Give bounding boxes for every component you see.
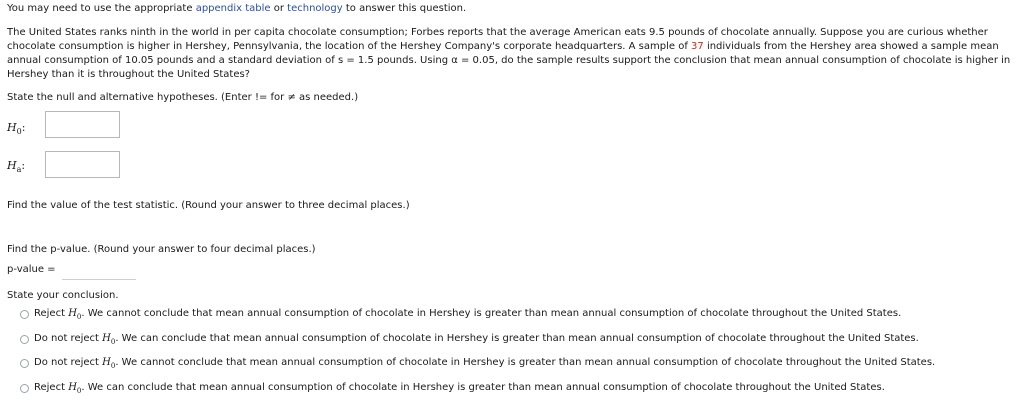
- ha-label: $H_a$:: [7, 159, 26, 175]
- conclusion-radio-2[interactable]: [20, 335, 29, 344]
- intro-text: You may need to use the appropriate appendix table or technology to answer this question.: [7, 3, 467, 14]
- h0-answer-box[interactable]: [45, 111, 120, 138]
- conclusion-option-4[interactable]: Reject $H_0$. We can conclude that mean annual consumption of chocolate in Hershey is greater than mean annual consumption of chocolate throughout the United States.: [34, 382, 885, 395]
- problem-statement: The United States ranks ninth in the world in per capita chocolate consumption; Forbes reports that the average American eats 9.5 pounds of chocolate annually. Suppose you are curious whether chocolate consumption is higher in Hershey, Pennsylvania, the location of the Hershey Company's corporate headquarters. A sample of 37 individuals from the Hershey area showed a sample mean annual consumption of 10.05 pounds and a standard deviation of s = 1.5 pounds. Using α = 0.05, do the sample results support the conclusion that mean annual consumption of chocolate is higher in Hershey than it is throughout the United States?: [7, 27, 1011, 80]
- technology-link[interactable]: technology: [287, 3, 343, 14]
- conclusion-option-1[interactable]: Reject $H_0$. We cannot conclude that mean annual consumption of chocolate in Hershey is greater than mean annual consumption of chocolate throughout the United States.: [34, 308, 902, 321]
- conclusion-instruction: State your conclusion.: [7, 290, 119, 301]
- sample-size: 37: [691, 41, 704, 52]
- conclusion-radio-4[interactable]: [20, 384, 29, 393]
- conclusion-radio-1[interactable]: [20, 310, 29, 319]
- conclusion-option-2[interactable]: Do not reject $H_0$. We can conclude that mean annual consumption of chocolate in Hershey is greater than mean annual consumption of chocolate throughout the United States.: [34, 333, 919, 346]
- pvalue-input[interactable]: [62, 262, 136, 280]
- h0-label: $H_0$:: [7, 121, 26, 137]
- conclusion-radio-3[interactable]: [20, 359, 29, 368]
- pvalue-instruction: Find the p-value. (Round your answer to four decimal places.): [7, 244, 316, 255]
- conclusion-option-3[interactable]: Do not reject $H_0$. We cannot conclude that mean annual consumption of chocolate in Hershey is greater than mean annual consumption of chocolate throughout the United States.: [34, 357, 936, 370]
- test-statistic-instruction: Find the value of the test statistic. (Round your answer to three decimal places.): [7, 200, 410, 211]
- pvalue-label: p-value =: [7, 264, 56, 275]
- appendix-table-link[interactable]: appendix table: [195, 3, 271, 14]
- ha-answer-box[interactable]: [45, 151, 120, 178]
- hypotheses-instruction: State the null and alternative hypotheses. (Enter != for ≠ as needed.): [7, 92, 359, 103]
